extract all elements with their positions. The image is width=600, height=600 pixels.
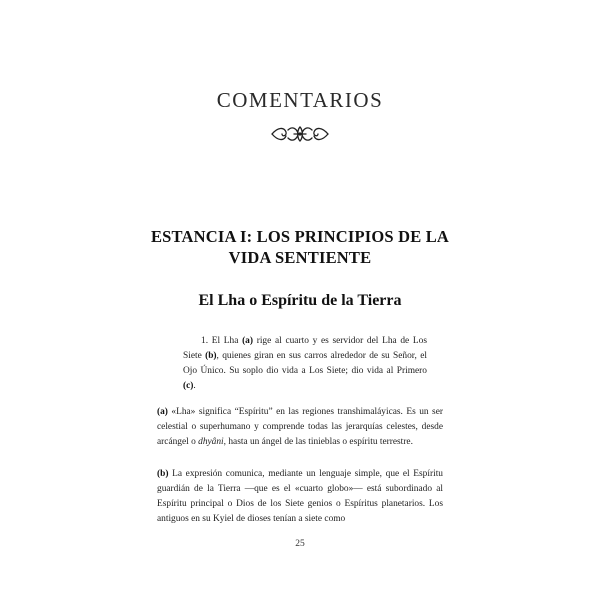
verse-number: 1. <box>201 336 209 346</box>
note-marker-a: (a) <box>157 407 168 417</box>
page-number: 25 <box>295 539 305 549</box>
note-text: , hasta un ángel de las tinieblas o espíritu terrestre. <box>223 437 413 447</box>
note-italic-term: dhyâni <box>198 437 224 447</box>
note-text: «Lha» significa “Espíritu” en las regiones transhimaláyicas. Es un ser celestial o superhumano y comprende todas las jerarquías celestes, desde arcángel o <box>157 407 443 447</box>
stanza-verse <box>183 334 427 394</box>
verse-text: , quienes giran en sus carros alrededor de su Señor, el Ojo Único. Su soplo dio vida a Los Siete; dio vida al Primero <box>183 351 427 376</box>
commentary-note-b <box>157 467 443 527</box>
ornament-flourish-icon <box>270 124 330 144</box>
page-title: COMENTARIOS <box>216 88 384 112</box>
commentary-note-a <box>157 405 443 450</box>
note-ref-b: (b) <box>205 351 217 361</box>
section-heading: El Lha o Espíritu de la Tierra <box>198 292 402 309</box>
note-ref-a: (a) <box>242 336 253 346</box>
verse-text: . <box>193 381 196 391</box>
note-text: La expresión comunica, mediante un lenguaje simple, que el Espíritu guardián de la Tierra —que es el «cuarto globo»— está subordinado al Espíritu principal o Dios de los Siete genios o Espíritus planetarios. Los antiguos en su Kyiel de dioses tenían a siete como <box>157 469 443 524</box>
note-ref-c: (c) <box>183 381 194 391</box>
verse-text: rige al cuarto y es servidor del Lha de Los Siete <box>183 336 427 361</box>
verse-text: El Lha <box>208 336 243 346</box>
note-marker-b: (b) <box>157 469 169 479</box>
stanza-title: ESTANCIA I: LOS PRINCIPIOS DE LA VIDA SENTIENTE <box>150 227 450 267</box>
